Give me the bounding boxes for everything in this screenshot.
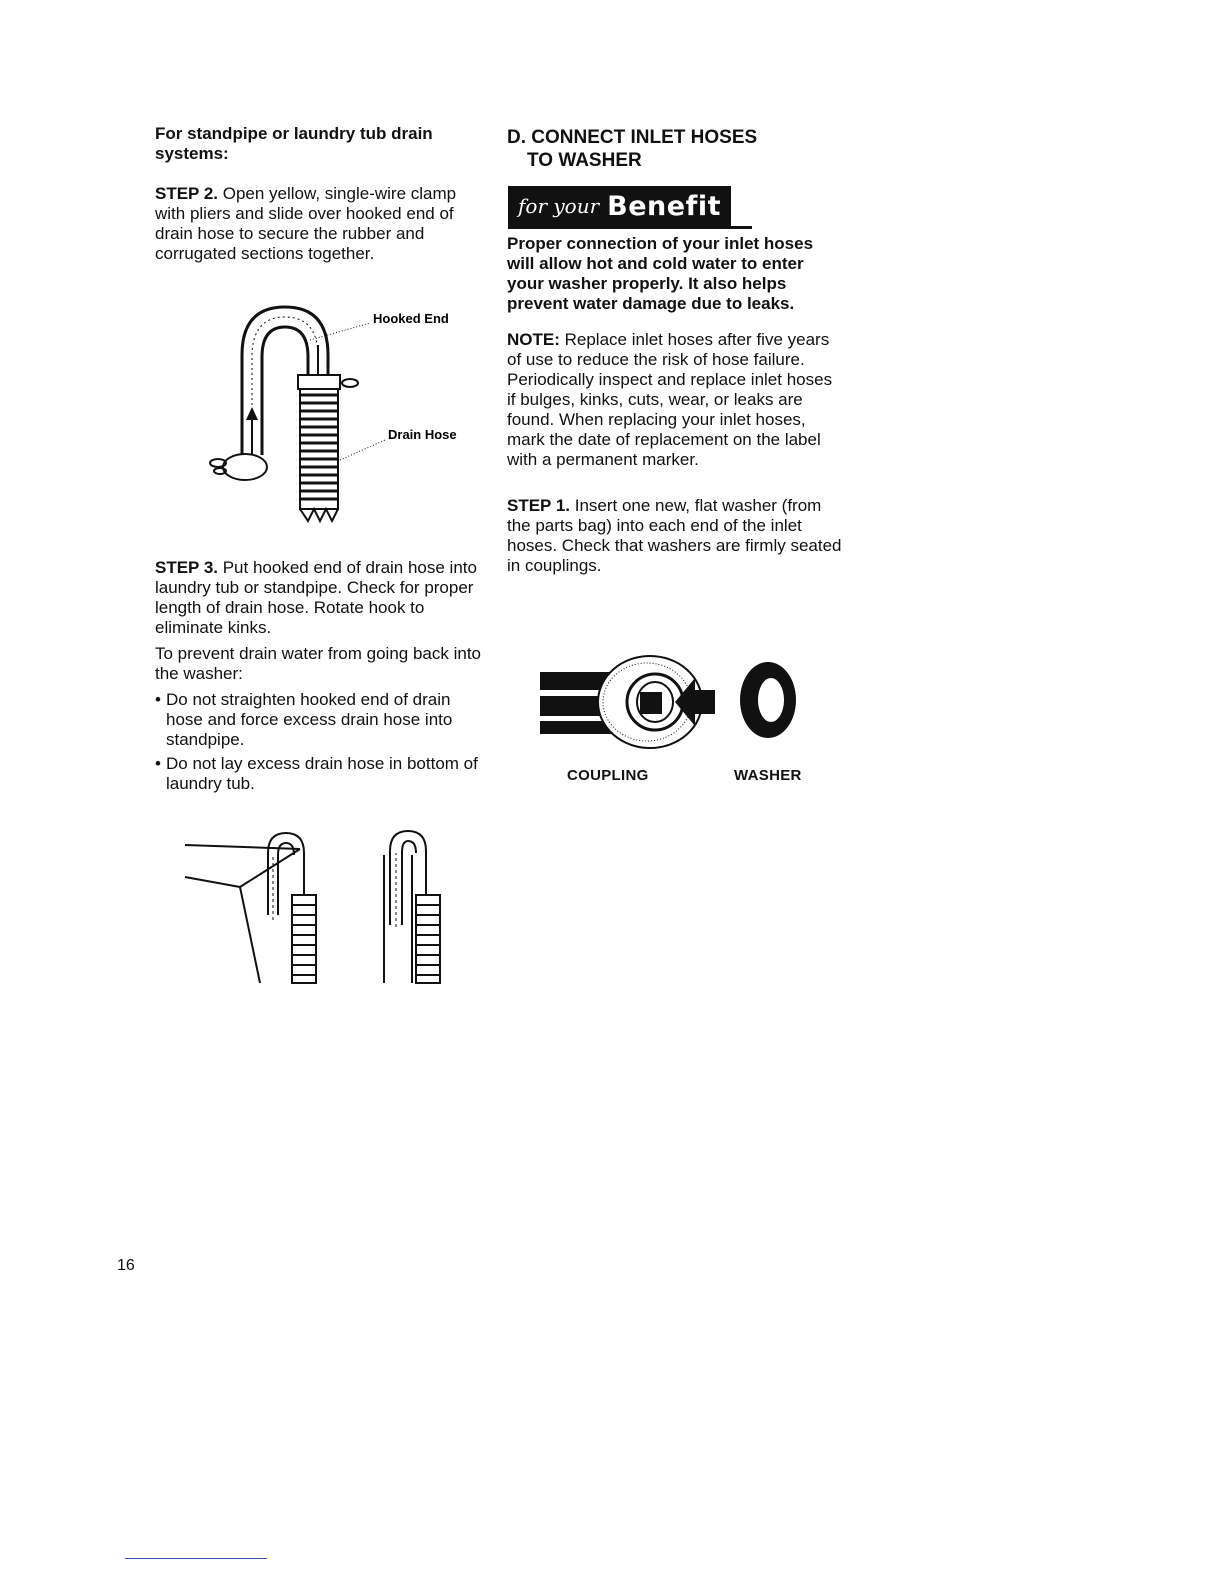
step2-paragraph [155,184,485,264]
prevent-paragraph: To prevent drain water from going back into the washer: [155,644,482,683]
step2-text: Open yellow, single-wire clamp with pliers and slide over hooked end of drain hose to secure the rubber and corrugated sections together. [155,184,457,263]
bullet-dot: • [155,690,161,709]
for-your-benefit-badge [508,186,731,226]
bullet-item [155,690,485,750]
section-title [507,126,847,172]
step1-paragraph [507,496,842,576]
bullet-text: Do not lay excess drain hose in bottom of laundry tub. [166,754,478,793]
note-paragraph [507,330,842,470]
drain-hose-label: Drain Hose [388,427,457,442]
laundry-tub-illustration [185,833,316,983]
right-column-body [507,234,842,576]
left-column [155,124,485,264]
step3-paragraph [155,558,485,638]
note-label: NOTE: [507,330,560,349]
footer-rule [125,1558,267,1559]
step3-text: Put hooked end of drain hose into laundry tub or standpipe. Check for proper length of drain hose. Rotate hook to eliminate kinks. [155,558,477,637]
benefit-paragraph: Proper connection of your inlet hoses will allow hot and cold water to enter your washer properly. It also helps prevent water damage due to leaks. [507,234,814,313]
bullet-dot: • [155,754,161,773]
single-wire-clamp [223,454,267,480]
section-title-line1: D. CONNECT INLET HOSES [507,127,758,148]
page-number: 16 [117,1257,135,1274]
section-title-line2: TO WASHER [527,150,642,171]
left-column-lower [155,558,485,794]
step1-text: Insert one new, flat washer (from the parts bag) into each end of the inlet hoses. Check that washers are firmly seated in couplings. [507,496,842,575]
tub-and-standpipe-figure [180,825,470,990]
hooked-drain-hose-figure [200,295,480,530]
badge-script-text: for your [518,194,600,218]
step3-label: STEP 3. [155,558,218,577]
right-column [507,126,847,172]
coupling-caption: COUPLING [567,767,649,784]
standpipe-illustration [384,831,440,983]
bullet-text: Do not straighten hooked end of drain hose and force excess drain hose into standpipe. [166,690,453,749]
badge-underline [508,226,752,229]
badge-benefit-text: Benefit [607,190,721,222]
note-text: Replace inlet hoses after five years of use to reduce the risk of hose failure. Periodically inspect and replace inlet hoses if bulges, kinks, cuts, wear, or leaks are found. When replacing your inlet hoses, mark the date of replacement on the label with a permanent marker. [507,330,833,469]
corrugated-section [300,389,338,521]
hooked-end-label: Hooked End [373,311,449,326]
washer-caption: WASHER [734,767,802,784]
step1-label: STEP 1. [507,496,570,515]
standpipe-heading: For standpipe or laundry tub drain systems: [155,124,433,163]
bullet-item [155,754,485,794]
step2-label: STEP 2. [155,184,218,203]
coupling-washer-figure [535,650,815,760]
flat-washer-illustration [740,662,796,738]
